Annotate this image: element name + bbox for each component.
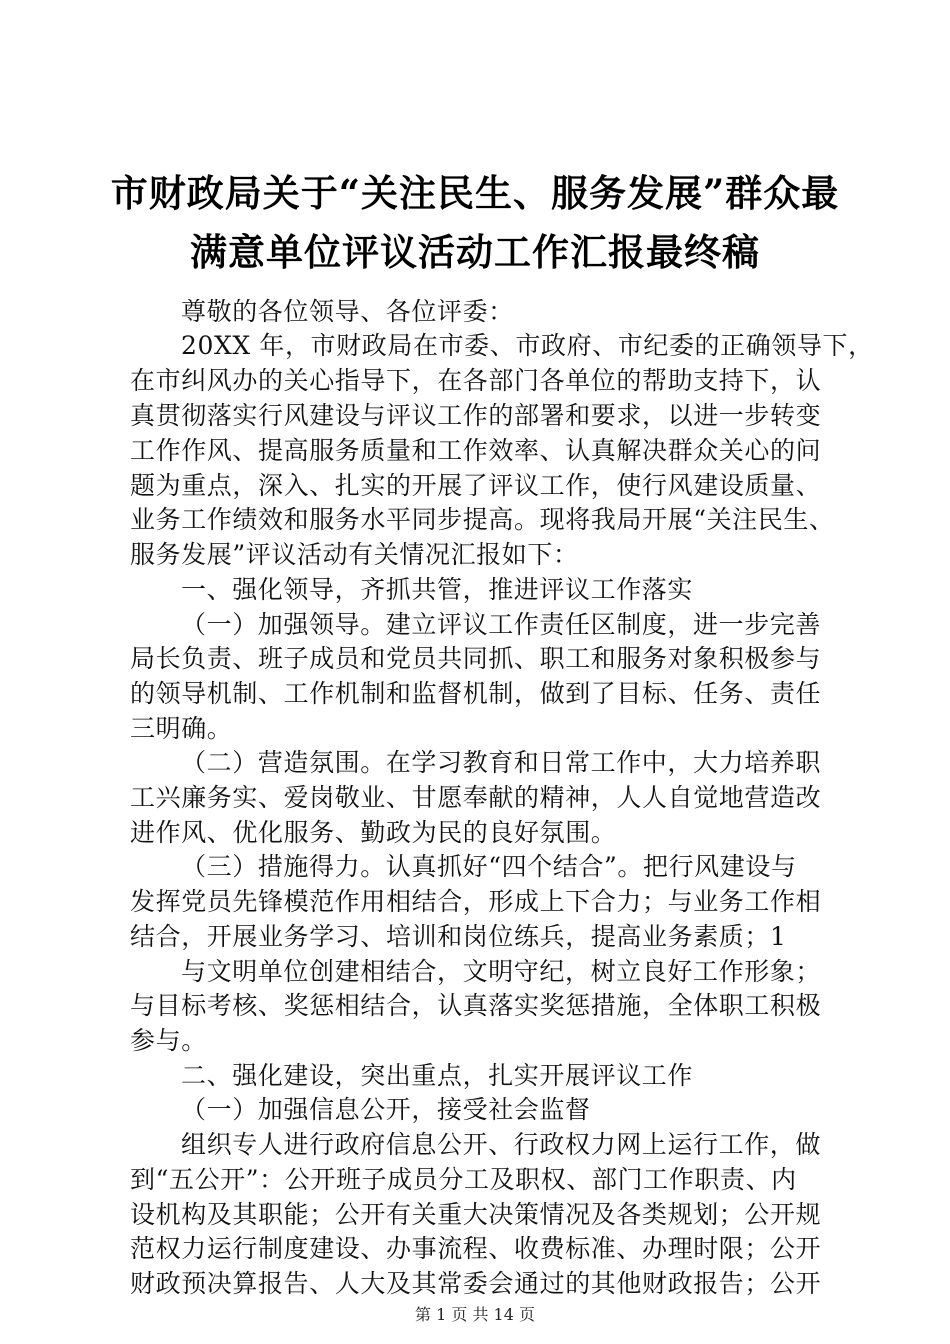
body-line: 范权力运行制度建设、办事流程、收费标准、办理时限；公开 [130,1234,822,1263]
body-line: 业务工作绩效和服务水平同步提高。现将我局开展“关注民生、 [130,505,835,534]
body-line: 局长负责、班子成员和党员共同抓、职工和服务对象积极参与 [130,644,822,673]
body-line: 服务发展”评议活动有关情况汇报如下： [130,540,579,569]
body-line: 与文明单位创建相结合，文明守纪，树立良好工作形象； [181,957,822,986]
greeting-line: 尊敬的各位领导、各位评委： [181,297,514,326]
body-line: （一）加强领导。建立评议工作责任区制度，进一步完善 [181,610,822,639]
body-line: 进作风、优化服务、勤政为民的良好氛围。 [130,818,617,847]
body-line: 参与。 [130,1026,207,1055]
body-line: 在市纠风办的关心指导下，在各部门各单位的帮助支持下，认 [130,366,822,395]
body-line: 20XX 年，市财政局在市委、市政府、市纪委的正确领导下， [181,331,874,360]
body-line: （二）营造氛围。在学习教育和日常工作中，大力培养职 [181,748,822,777]
body-line: 工兴廉务实、爱岗敬业、甘愿奉献的精神，人人自觉地营造改 [130,783,822,812]
subsection-heading: （一）加强信息公开，接受社会监督 [181,1095,591,1124]
body-line: 与目标考核、奖惩相结合，认真落实奖惩措施，全体职工积极 [130,991,822,1020]
document-title-line-1: 市财政局关于“关注民生、服务发展”群众最 [110,171,840,215]
body-line: 财政预决算报告、人大及其常委会通过的其他财政报告；公开 [130,1269,822,1298]
body-line: 真贯彻落实行风建设与评议工作的部署和要求，以进一步转变 [130,401,822,430]
body-line: 三明确。 [130,714,233,743]
section-heading: 二、强化建设，突出重点，扎实开展评议工作 [181,1061,694,1090]
body-line: 到“五公开”：公开班子成员分工及职权、部门工作职责、内 [130,1165,797,1194]
body-line: 结合，开展业务学习、培训和岗位练兵，提高业务素质；1 [130,922,787,951]
section-heading: 一、强化领导，齐抓共管，推进评议工作落实 [181,575,694,604]
body-line: 发挥党员先锋模范作用相结合，形成上下合力；与业务工作相 [130,887,822,916]
page-footer: 第 1 页 共 14 页 [415,1305,535,1324]
body-line: 题为重点，深入、扎实的开展了评议工作，使行风建设质量、 [130,471,822,500]
document-title-line-2: 满意单位评议活动工作汇报最终稿 [190,230,760,274]
body-line: 的领导机制、工作机制和监督机制，做到了目标、任务、责任 [130,679,822,708]
body-line: 组织专人进行政府信息公开、行政权力网上运行工作，做 [181,1130,822,1159]
body-line: 设机构及其职能；公开有关重大决策情况及各类规划；公开规 [130,1200,822,1229]
body-line: 工作作风、提高服务质量和工作效率、认真解决群众关心的问 [130,436,822,465]
body-line: （三）措施得力。认真抓好“四个结合”。把行风建设与 [181,852,797,881]
